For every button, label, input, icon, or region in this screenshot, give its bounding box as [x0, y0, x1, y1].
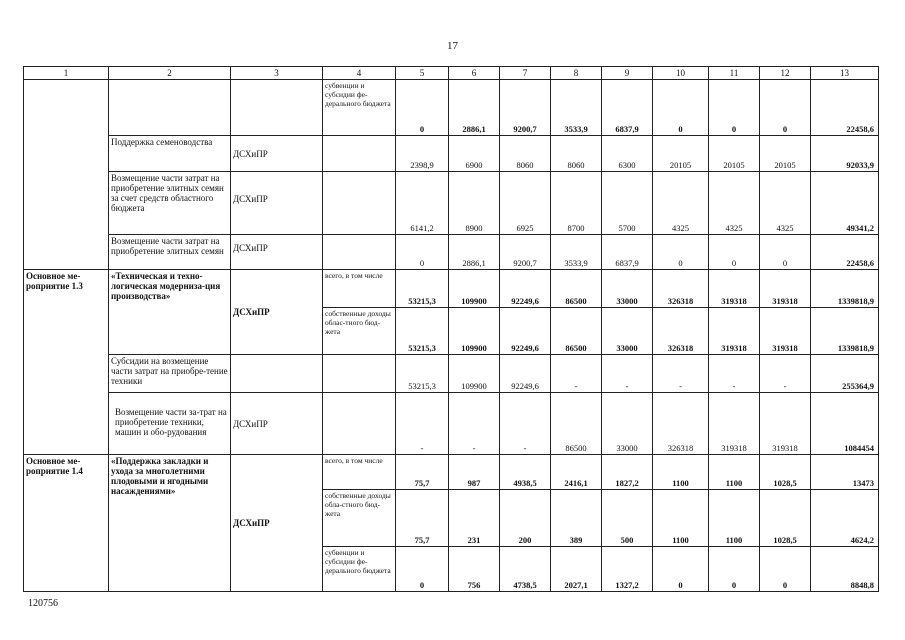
- table-row: [24, 455, 879, 490]
- value-cell: -: [449, 393, 500, 455]
- funding-source: собственные доходы обла-стного бюд-жета: [323, 490, 396, 547]
- executor: ДСХиПР: [231, 136, 323, 172]
- value-cell: 326318: [653, 308, 709, 355]
- funding-source: собственные доходы облас-тного бюд-жета: [323, 308, 396, 355]
- value-cell: 9200,7: [500, 80, 551, 136]
- value-cell: 0: [653, 547, 709, 592]
- value-cell: -: [760, 355, 811, 393]
- total-cell: 22458,6: [811, 235, 879, 270]
- executor: ДСХиПР: [231, 172, 323, 235]
- value-cell: 109900: [449, 270, 500, 308]
- col-header: 4: [323, 67, 396, 80]
- total-cell: 1084454: [811, 393, 879, 455]
- value-cell: 200: [500, 490, 551, 547]
- value-cell: -: [551, 355, 602, 393]
- table-row: [24, 80, 879, 136]
- total-cell: 49341,2: [811, 172, 879, 235]
- executor: ДСХиПР: [231, 270, 323, 355]
- funding-source: всего, в том числе: [323, 455, 396, 490]
- value-cell: 75,7: [396, 455, 449, 490]
- value-cell: 6141,2: [396, 172, 449, 235]
- value-cell: 319318: [709, 308, 760, 355]
- value-cell: -: [396, 393, 449, 455]
- value-cell: 109900: [449, 355, 500, 393]
- value-cell: 109900: [449, 308, 500, 355]
- value-cell: 0: [709, 547, 760, 592]
- value-cell: -: [602, 355, 653, 393]
- value-cell: 20105: [760, 136, 811, 172]
- activity-name: Субсидии на возмещение части затрат на приобре-тение техники: [109, 355, 231, 393]
- value-cell: 4325: [760, 172, 811, 235]
- funding-source: всего, в том числе: [323, 270, 396, 308]
- value-cell: 0: [709, 80, 760, 136]
- table-row: [24, 393, 879, 455]
- value-cell: 8060: [551, 136, 602, 172]
- col-header: 7: [500, 67, 551, 80]
- value-cell: 53215,3: [396, 270, 449, 308]
- col-header: 10: [653, 67, 709, 80]
- value-cell: 8900: [449, 172, 500, 235]
- value-cell: -: [500, 393, 551, 455]
- col-header: 3: [231, 67, 323, 80]
- value-cell: 326318: [653, 393, 709, 455]
- table-cell: [231, 355, 323, 393]
- value-cell: 0: [709, 235, 760, 270]
- document-code: 120756: [28, 598, 58, 609]
- table-cell: [323, 393, 396, 455]
- value-cell: 2416,1: [551, 455, 602, 490]
- executor: ДСХиПР: [231, 393, 323, 455]
- value-cell: 319318: [709, 270, 760, 308]
- value-cell: 987: [449, 455, 500, 490]
- value-cell: 20105: [653, 136, 709, 172]
- value-cell: 6837,9: [602, 80, 653, 136]
- value-cell: 53215,3: [396, 308, 449, 355]
- table-row: [24, 136, 879, 172]
- activity-name: Возмещение части затрат на приобретение элитных семян: [109, 235, 231, 270]
- value-cell: 8700: [551, 172, 602, 235]
- main-activity-label: Основное ме-роприятие 1.4: [24, 455, 109, 592]
- header-row: [24, 67, 879, 80]
- budget-table: [23, 66, 879, 592]
- table-cell: [323, 172, 396, 235]
- col-header: 6: [449, 67, 500, 80]
- value-cell: 1327,2: [602, 547, 653, 592]
- value-cell: 53215,3: [396, 355, 449, 393]
- value-cell: 319318: [760, 308, 811, 355]
- funding-source: субвенции и субсидии фе-дерального бюджета: [323, 80, 396, 136]
- total-cell: 8848,8: [811, 547, 879, 592]
- value-cell: 326318: [653, 270, 709, 308]
- executor: ДСХиПР: [231, 235, 323, 270]
- col-header: 13: [811, 67, 879, 80]
- value-cell: 2886,1: [449, 80, 500, 136]
- value-cell: 2886,1: [449, 235, 500, 270]
- value-cell: 4938,5: [500, 455, 551, 490]
- value-cell: 1100: [709, 455, 760, 490]
- table-cell: [24, 80, 109, 270]
- value-cell: 20105: [709, 136, 760, 172]
- value-cell: 0: [760, 235, 811, 270]
- table-cell: [323, 235, 396, 270]
- value-cell: 1028,5: [760, 490, 811, 547]
- value-cell: 86500: [551, 308, 602, 355]
- table-row: [24, 270, 879, 308]
- value-cell: 0: [653, 235, 709, 270]
- funding-source: субвенции и субсидии фе-дерального бюджета: [323, 547, 396, 592]
- value-cell: -: [709, 355, 760, 393]
- value-cell: 1028,5: [760, 455, 811, 490]
- col-header: 5: [396, 67, 449, 80]
- value-cell: 756: [449, 547, 500, 592]
- activity-name: Поддержка семеноводства: [109, 136, 231, 172]
- table-row: [24, 172, 879, 235]
- value-cell: 0: [396, 235, 449, 270]
- col-header: 8: [551, 67, 602, 80]
- table-cell: [231, 80, 323, 136]
- value-cell: 3533,9: [551, 235, 602, 270]
- value-cell: 92249,6: [500, 308, 551, 355]
- value-cell: 6837,9: [602, 235, 653, 270]
- value-cell: 86500: [551, 270, 602, 308]
- value-cell: 319318: [760, 270, 811, 308]
- value-cell: 1100: [653, 490, 709, 547]
- value-cell: 75,7: [396, 490, 449, 547]
- value-cell: 4738,5: [500, 547, 551, 592]
- activity-name: Возмещение части затрат на приобретение элитных семян за счет средств областного бюджета: [109, 172, 231, 235]
- value-cell: 6900: [449, 136, 500, 172]
- value-cell: 4325: [709, 172, 760, 235]
- value-cell: 4325: [653, 172, 709, 235]
- value-cell: 2027,1: [551, 547, 602, 592]
- value-cell: 231: [449, 490, 500, 547]
- col-header: 12: [760, 67, 811, 80]
- value-cell: 5700: [602, 172, 653, 235]
- value-cell: 1100: [653, 455, 709, 490]
- total-cell: 255364,9: [811, 355, 879, 393]
- value-cell: 6925: [500, 172, 551, 235]
- value-cell: 389: [551, 490, 602, 547]
- total-cell: 1339818,9: [811, 308, 879, 355]
- value-cell: 1827,2: [602, 455, 653, 490]
- page-number: 17: [447, 40, 458, 52]
- col-header: 9: [602, 67, 653, 80]
- main-activity-label: Основное ме-роприятие 1.3: [24, 270, 109, 455]
- value-cell: 33000: [602, 308, 653, 355]
- table-row: [24, 355, 879, 393]
- col-header: 1: [24, 67, 109, 80]
- total-cell: 4624,2: [811, 490, 879, 547]
- table-cell: [109, 80, 231, 136]
- value-cell: 0: [760, 547, 811, 592]
- total-cell: 13473: [811, 455, 879, 490]
- value-cell: 3533,9: [551, 80, 602, 136]
- value-cell: -: [653, 355, 709, 393]
- table-row: [24, 235, 879, 270]
- value-cell: 9200,7: [500, 235, 551, 270]
- value-cell: 0: [760, 80, 811, 136]
- value-cell: 6300: [602, 136, 653, 172]
- col-header: 11: [709, 67, 760, 80]
- executor: ДСХиПР: [231, 455, 323, 592]
- value-cell: 1100: [709, 490, 760, 547]
- value-cell: 86500: [551, 393, 602, 455]
- value-cell: 8060: [500, 136, 551, 172]
- value-cell: 92249,6: [500, 270, 551, 308]
- value-cell: 319318: [760, 393, 811, 455]
- value-cell: 0: [653, 80, 709, 136]
- activity-name: «Поддержка закладки и ухода за многолетними плодовыми и ягодными насаждениями»: [109, 455, 231, 592]
- value-cell: 0: [396, 80, 449, 136]
- value-cell: 33000: [602, 270, 653, 308]
- table-cell: [323, 355, 396, 393]
- activity-name: Возмещение части за-трат на приобретение техники, машин и обо-рудования: [109, 393, 231, 455]
- activity-name: «Техническая и техно-логическая модерниза-ция производства»: [109, 270, 231, 355]
- value-cell: 33000: [602, 393, 653, 455]
- table-cell: [323, 136, 396, 172]
- value-cell: 500: [602, 490, 653, 547]
- total-cell: 22458,6: [811, 80, 879, 136]
- value-cell: 2398,9: [396, 136, 449, 172]
- col-header: 2: [109, 67, 231, 80]
- value-cell: 319318: [709, 393, 760, 455]
- value-cell: 0: [396, 547, 449, 592]
- total-cell: 1339818,9: [811, 270, 879, 308]
- value-cell: 92249,6: [500, 355, 551, 393]
- total-cell: 92033,9: [811, 136, 879, 172]
